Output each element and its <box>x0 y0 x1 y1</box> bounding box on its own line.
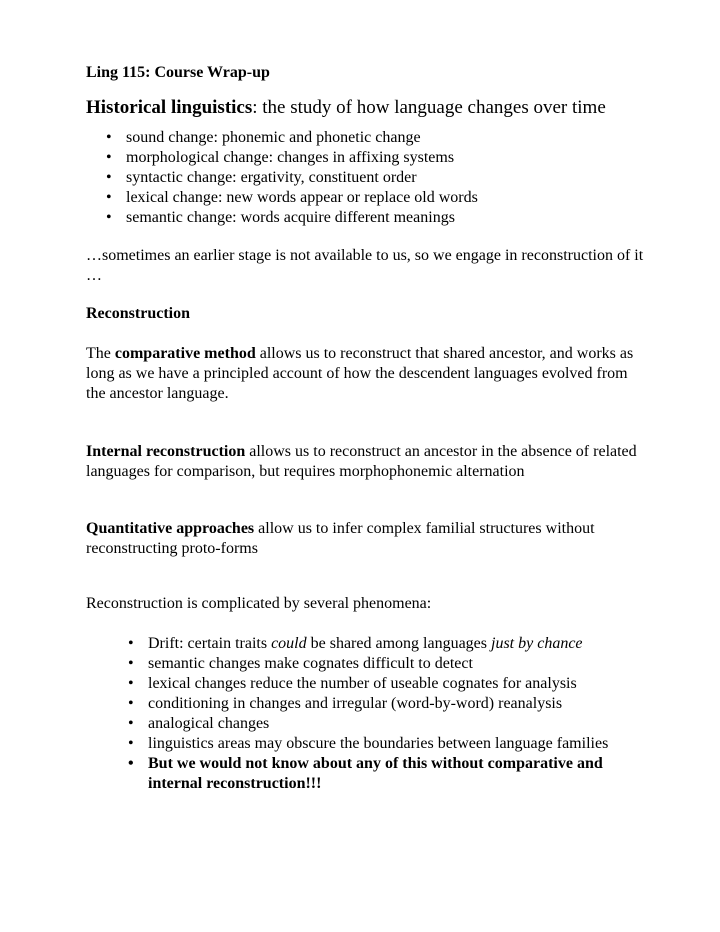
internal-reconstruction-text: allows us to reconstruct an ancestor in the absence of related languages for comparison, but requires morphophonemic alternation <box>86 443 637 480</box>
document-page <box>86 63 646 794</box>
list-item: • conditioning in changes and irregular (word-by-word) reanalysis <box>86 694 646 714</box>
comparative-method-term: comparative method <box>114 345 256 362</box>
list-item: • Drift: certain traits could be shared among languages just by chance <box>86 634 646 654</box>
change-types-list <box>86 128 646 228</box>
phenomena-list <box>86 634 646 794</box>
complicated-paragraph: Reconstruction is complicated by several phenomena: <box>86 595 432 612</box>
internal-reconstruction-paragraph <box>86 442 646 482</box>
list-item: • linguistics areas may obscure the boundaries between language families <box>86 734 646 754</box>
list-item: • semantic change: words acquire different meanings <box>86 208 646 228</box>
list-item: • lexical changes reduce the number of useable cognates for analysis <box>86 674 646 694</box>
list-item: • syntactic change: ergativity, constituent order <box>86 168 646 188</box>
quantitative-approaches-paragraph <box>86 519 646 559</box>
comparative-method-paragraph <box>86 344 646 404</box>
list-item: • semantic changes make cognates difficult to detect <box>86 654 646 674</box>
final-conclusion-item: • But we would not know about any of this without comparative and internal reconstruction!!! <box>86 754 646 794</box>
historical-linguistics-heading <box>86 96 646 120</box>
comparative-method-text: allows us to reconstruct that shared ancestor, and works as long as we have a principled account of how the descendent languages evolved from the ancestor language. <box>86 345 634 402</box>
list-item: • morphological change: changes in affixing systems <box>86 148 646 168</box>
document-title: Ling 115: Course Wrap-up <box>86 64 270 81</box>
list-item: • sound change: phonemic and phonetic change <box>86 128 646 148</box>
list-item: • analogical changes <box>86 714 646 734</box>
sometimes-paragraph: …sometimes an earlier stage is not available to us, so we engage in reconstruction of it … <box>86 247 644 284</box>
internal-reconstruction-term: Internal reconstruction <box>86 443 246 460</box>
list-item: • lexical change: new words appear or replace old words <box>86 188 646 208</box>
historical-linguistics-term: Historical linguistics <box>86 97 253 118</box>
reconstruction-heading: Reconstruction <box>86 305 190 322</box>
comparative-lead: The <box>86 345 115 362</box>
quantitative-approaches-text: allow us to infer complex familial structures without reconstructing proto-forms <box>86 520 595 557</box>
quantitative-approaches-term: Quantitative approaches <box>86 520 255 537</box>
historical-linguistics-definition: : the study of how language changes over time <box>252 97 606 118</box>
